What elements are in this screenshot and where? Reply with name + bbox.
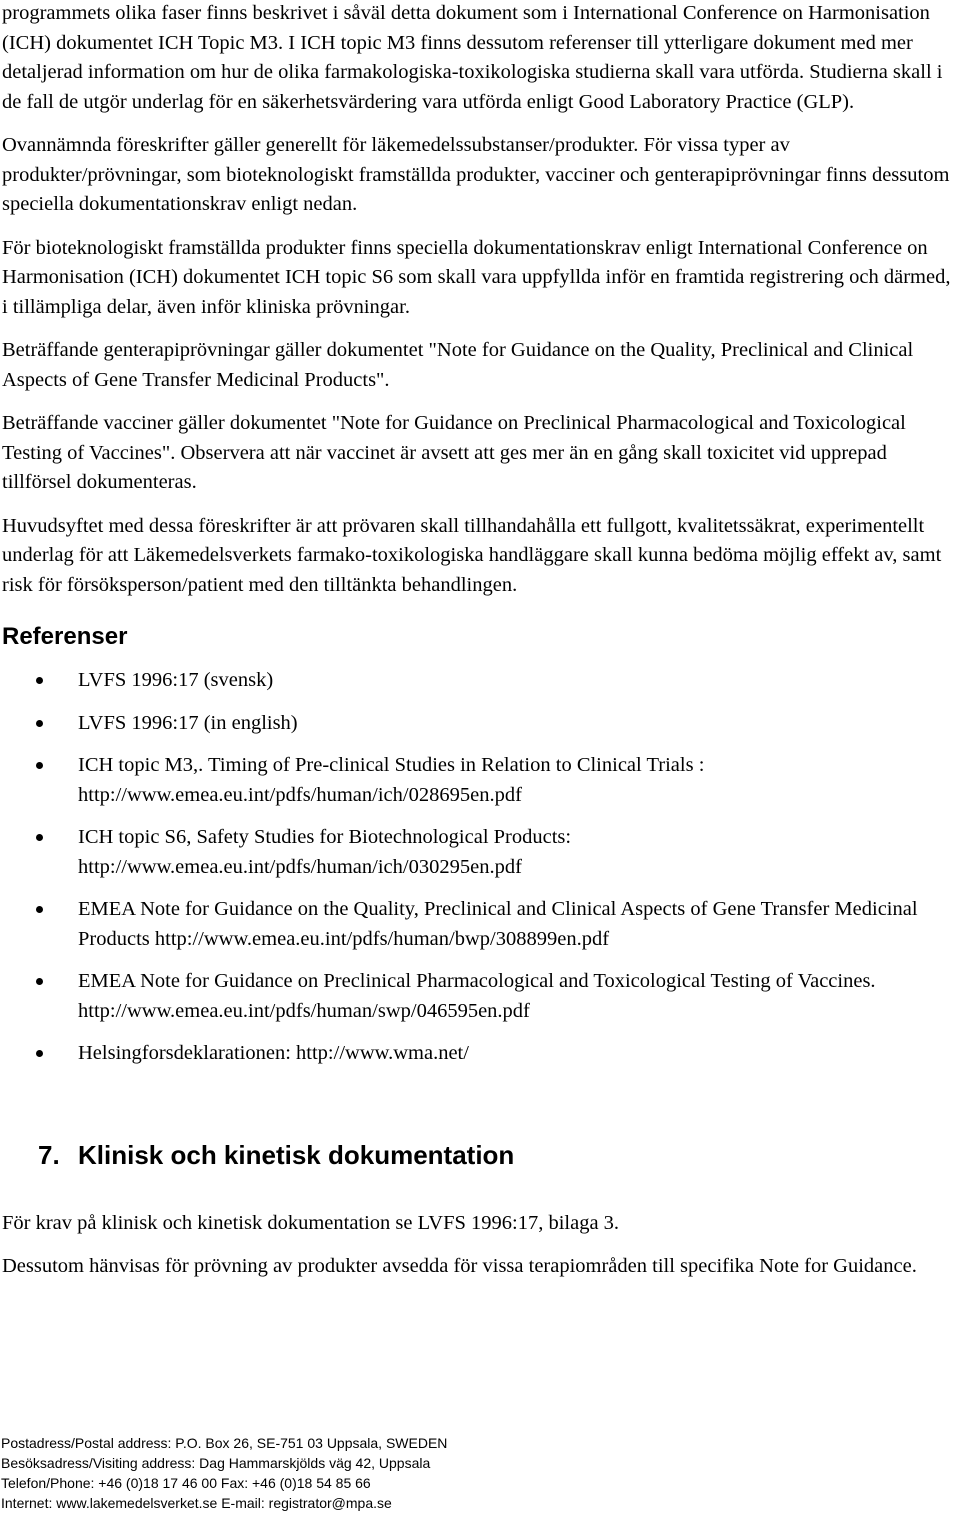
footer-postal-address: Postadress/Postal address: P.O. Box 26, SE-751 03 Uppsala, SWEDEN (1, 1435, 448, 1451)
reference-text: LVFS 1996:17 (svensk) (78, 669, 274, 691)
bullet-icon (36, 1050, 43, 1057)
section-7-paragraph-1: För krav på klinisk och kinetisk dokumentation se LVFS 1996:17, bilaga 3. (2, 1211, 620, 1234)
section-number: 7. (38, 1139, 60, 1170)
reference-item (0, 751, 958, 810)
intro-paragraph-1: programmets olika faser finns beskrivet i såväl detta dokument som i International Conference on Harmonisation (ICH) dokumentet ICH Topic M3. I ICH topic M3 finns dessutom referenser till ytterligare dokument med mer detaljerad information om hur de olika farmakologiska-toxikologiska studierna skall vara utförda. Studierna skall i de fall de utgör underlag för en säkerhetsvärdering vara utförda enligt Good Laboratory Practice (GLP). (2, 2, 943, 113)
bullet-icon (36, 978, 43, 985)
intro-paragraph-4: Beträffande genterapiprövningar gäller dokumentet "Note for Guidance on the Quality, Preclinical and Clinical Aspects of Gene Transfer Medicinal Products". (2, 339, 914, 391)
reference-item (0, 709, 958, 739)
section-7-heading (38, 1139, 960, 1171)
references-heading: Referenser (2, 623, 128, 650)
section-title: Klinisk och kinetisk dokumentation (78, 1139, 515, 1170)
footer-visiting-address: Besöksadress/Visiting address: Dag Hammarskjölds väg 42, Uppsala (1, 1455, 431, 1471)
reference-item (0, 895, 958, 954)
reference-text: ICH topic S6, Safety Studies for Biotechnological Products: http://www.emea.eu.int/pdfs/human/ich/030295en.pdf (78, 826, 572, 878)
reference-text: EMEA Note for Guidance on Preclinical Pharmacological and Toxicological Testing of Vaccines. http://www.emea.eu.int/pdfs/human/swp/046595en.pdf (78, 970, 876, 1022)
intro-paragraph-2: Ovannämnda föreskrifter gäller generellt för läkemedelssubstanser/produkter. För vissa typer av produkter/prövningar, som bioteknologiskt framställda produkter, vacciner och genterapiprövningar finns dessutom speciella dokumentationskrav enligt nedan. (2, 134, 950, 215)
intro-paragraph-5: Beträffande vacciner gäller dokumentet "Note for Guidance on Preclinical Pharmacological and Toxicological Testing of Vaccines". Observera att när vaccinet är avsett att ges mer än en gång skall toxicitet vid upprepad tillförsel dokumenteras. (2, 412, 906, 493)
footer-internet: Internet: www.lakemedelsverket.se E-mail: registrator@mpa.se (1, 1495, 392, 1511)
bullet-icon (36, 906, 43, 913)
section-7-paragraph-2: Dessutom hänvisas för prövning av produkter avsedda för vissa terapiområden till specifika Note for Guidance. (2, 1255, 917, 1277)
reference-item (0, 666, 958, 696)
page-footer (0, 1433, 447, 1513)
intro-paragraph-3: För bioteknologiskt framställda produkter finns speciella dokumentationskrav enligt International Conference on Harmonisation (ICH) dokumentet ICH topic S6 som skall vara uppfyllda inför en framtida registrering och därmed, i tillämpliga delar, även inför kliniska prövningar. (2, 236, 951, 318)
footer-phone: Telefon/Phone: +46 (0)18 17 46 00 Fax: +46 (0)18 54 85 66 (1, 1475, 371, 1491)
reference-text: LVFS 1996:17 (in english) (78, 711, 298, 734)
reference-text: EMEA Note for Guidance on the Quality, Preclinical and Clinical Aspects of Gene Transfer Medicinal Products http://www.emea.eu.int/pdfs/human/bwp/308899en.pdf (78, 898, 918, 950)
reference-text: Helsingforsdeklarationen: http://www.wma.net/ (78, 1042, 469, 1064)
reference-item (0, 823, 958, 882)
bullet-icon (36, 720, 43, 727)
reference-item (0, 967, 958, 1026)
references-list (0, 666, 960, 1069)
bullet-icon (36, 762, 43, 769)
reference-text: ICH topic M3,. Timing of Pre-clinical Studies in Relation to Clinical Trials : http://www.emea.eu.int/pdfs/human/ich/028695en.pdf (78, 754, 705, 806)
bullet-icon (36, 834, 43, 841)
reference-item (0, 1039, 958, 1069)
intro-paragraph-6: Huvudsyftet med dessa föreskrifter är att prövaren skall tillhandahålla ett fullgott, kvalitetssäkrat, experimentellt underlag för att Läkemedelsverkets farmako-toxikologiska handläggare skall kunna bedöma möjlig effekt av, samt risk för försöksperson/patient med den tilltänkta behandlingen. (2, 514, 942, 596)
bullet-icon (36, 677, 43, 684)
